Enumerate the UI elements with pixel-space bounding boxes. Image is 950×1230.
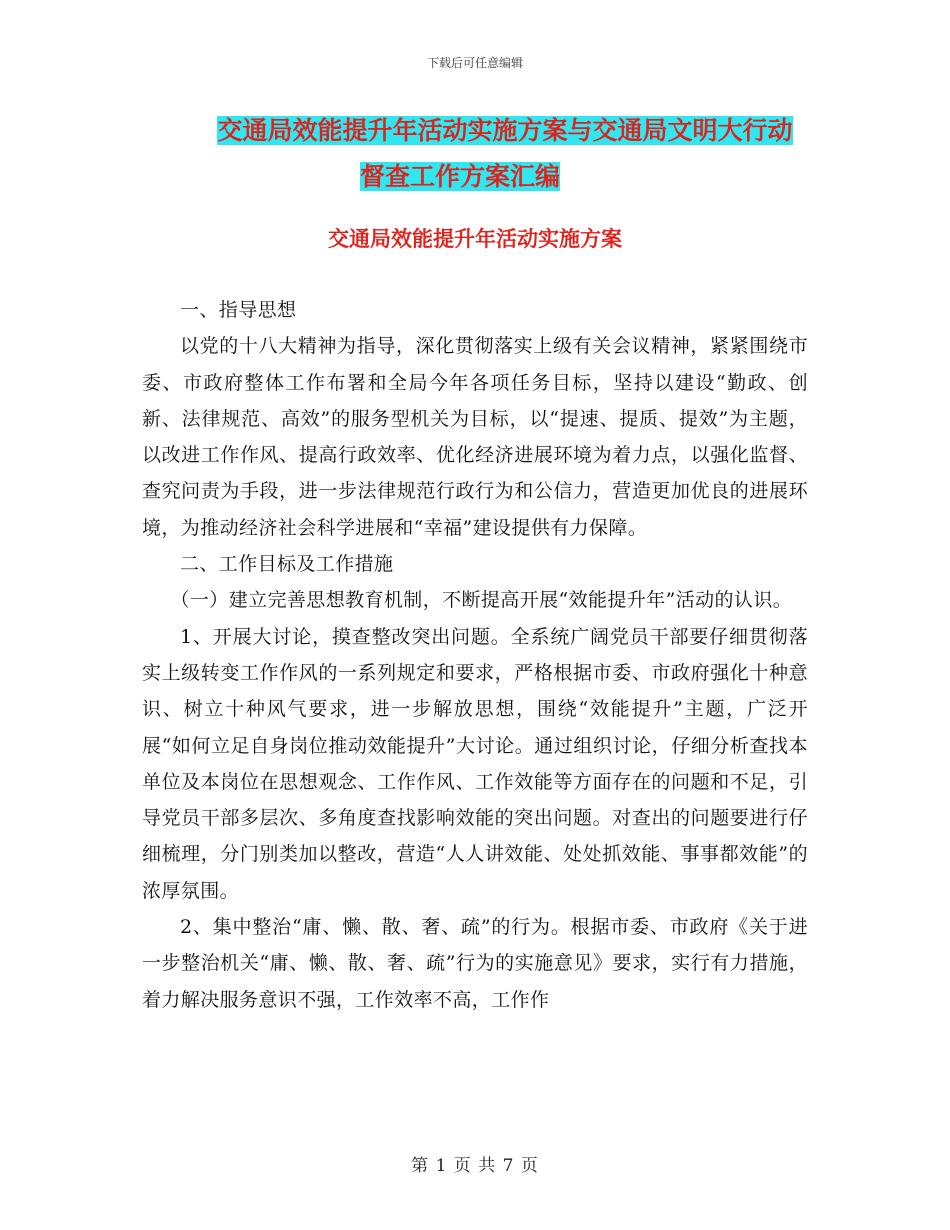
paragraph-guiding-ideology: 以党的十八大精神为指导，深化贯彻落实上级有关会议精神，紧紧围绕市委、市政府整体工作布署和全局今年各项任务目标，坚持以建设“勤政、创新、法律规范、高效”的服务型机关为目标，以“提速、提质、提效”为主题，以改进工作作风、提高行政效率、优化经济进展环境为着力点，以强化监督、查究问责为手段，进一步法律规范行政行为和公信力，营造更加优良的进展环境，为推动经济社会科学进展和“幸福”建设提供有力保障。 <box>142 335 808 539</box>
paragraph-item-1: 1、开展大讨论，摸查整改突出问题。全系统广阔党员干部要仔细贯彻落实上级转变工作作风的一系列规定和要求，严格根据市委、市政府强化十种意识、树立十种风气要求，进一步解放思想，围绕“效能提升”主题，广泛开展“如何立足自身岗位推动效能提升”大讨论。通过组织讨论，仔细分析查找本单位及本岗位在思想观念、工作作风、工作效能等方面存在的问题和不足，引导党员干部多层次、多角度查找影响效能的突出问题。对查出的问题要进行仔细梳理，分门别类加以整改，营造“人人讲效能、处处抓效能、事事都效能”的浓厚氛围。 <box>142 625 808 902</box>
document-title <box>180 108 830 200</box>
document-title-line-1: 交通局效能提升年活动实施方案与交通局文明大行动 <box>217 116 793 145</box>
page-number: 第 1 页 共 7 页 <box>411 1156 539 1176</box>
heading-work-goals: 二、工作目标及工作措施 <box>180 553 394 576</box>
section-title: 交通局效能提升年活动实施方案 <box>328 227 622 251</box>
subheading-education-mechanism: （一）建立完善思想教育机制，不断提高开展“效能提升年”活动的认识。 <box>170 589 793 612</box>
paragraph-item-2: 2、集中整治“庸、懒、散、奢、疏”的行为。根据市委、市政府《关于进一步整治机关“庸、懒、散、奢、疏”行为的实施意见》要求，实行有力措施，着力解决服务意识不强，工作效率不高，工作作 <box>142 916 808 1011</box>
document-title-line-2: 督查工作方案汇编 <box>359 162 560 191</box>
page-header-note: 下载后可任意编辑 <box>426 56 523 70</box>
document-body <box>142 292 808 1018</box>
heading-guiding-ideology: 一、指导思想 <box>180 299 297 321</box>
